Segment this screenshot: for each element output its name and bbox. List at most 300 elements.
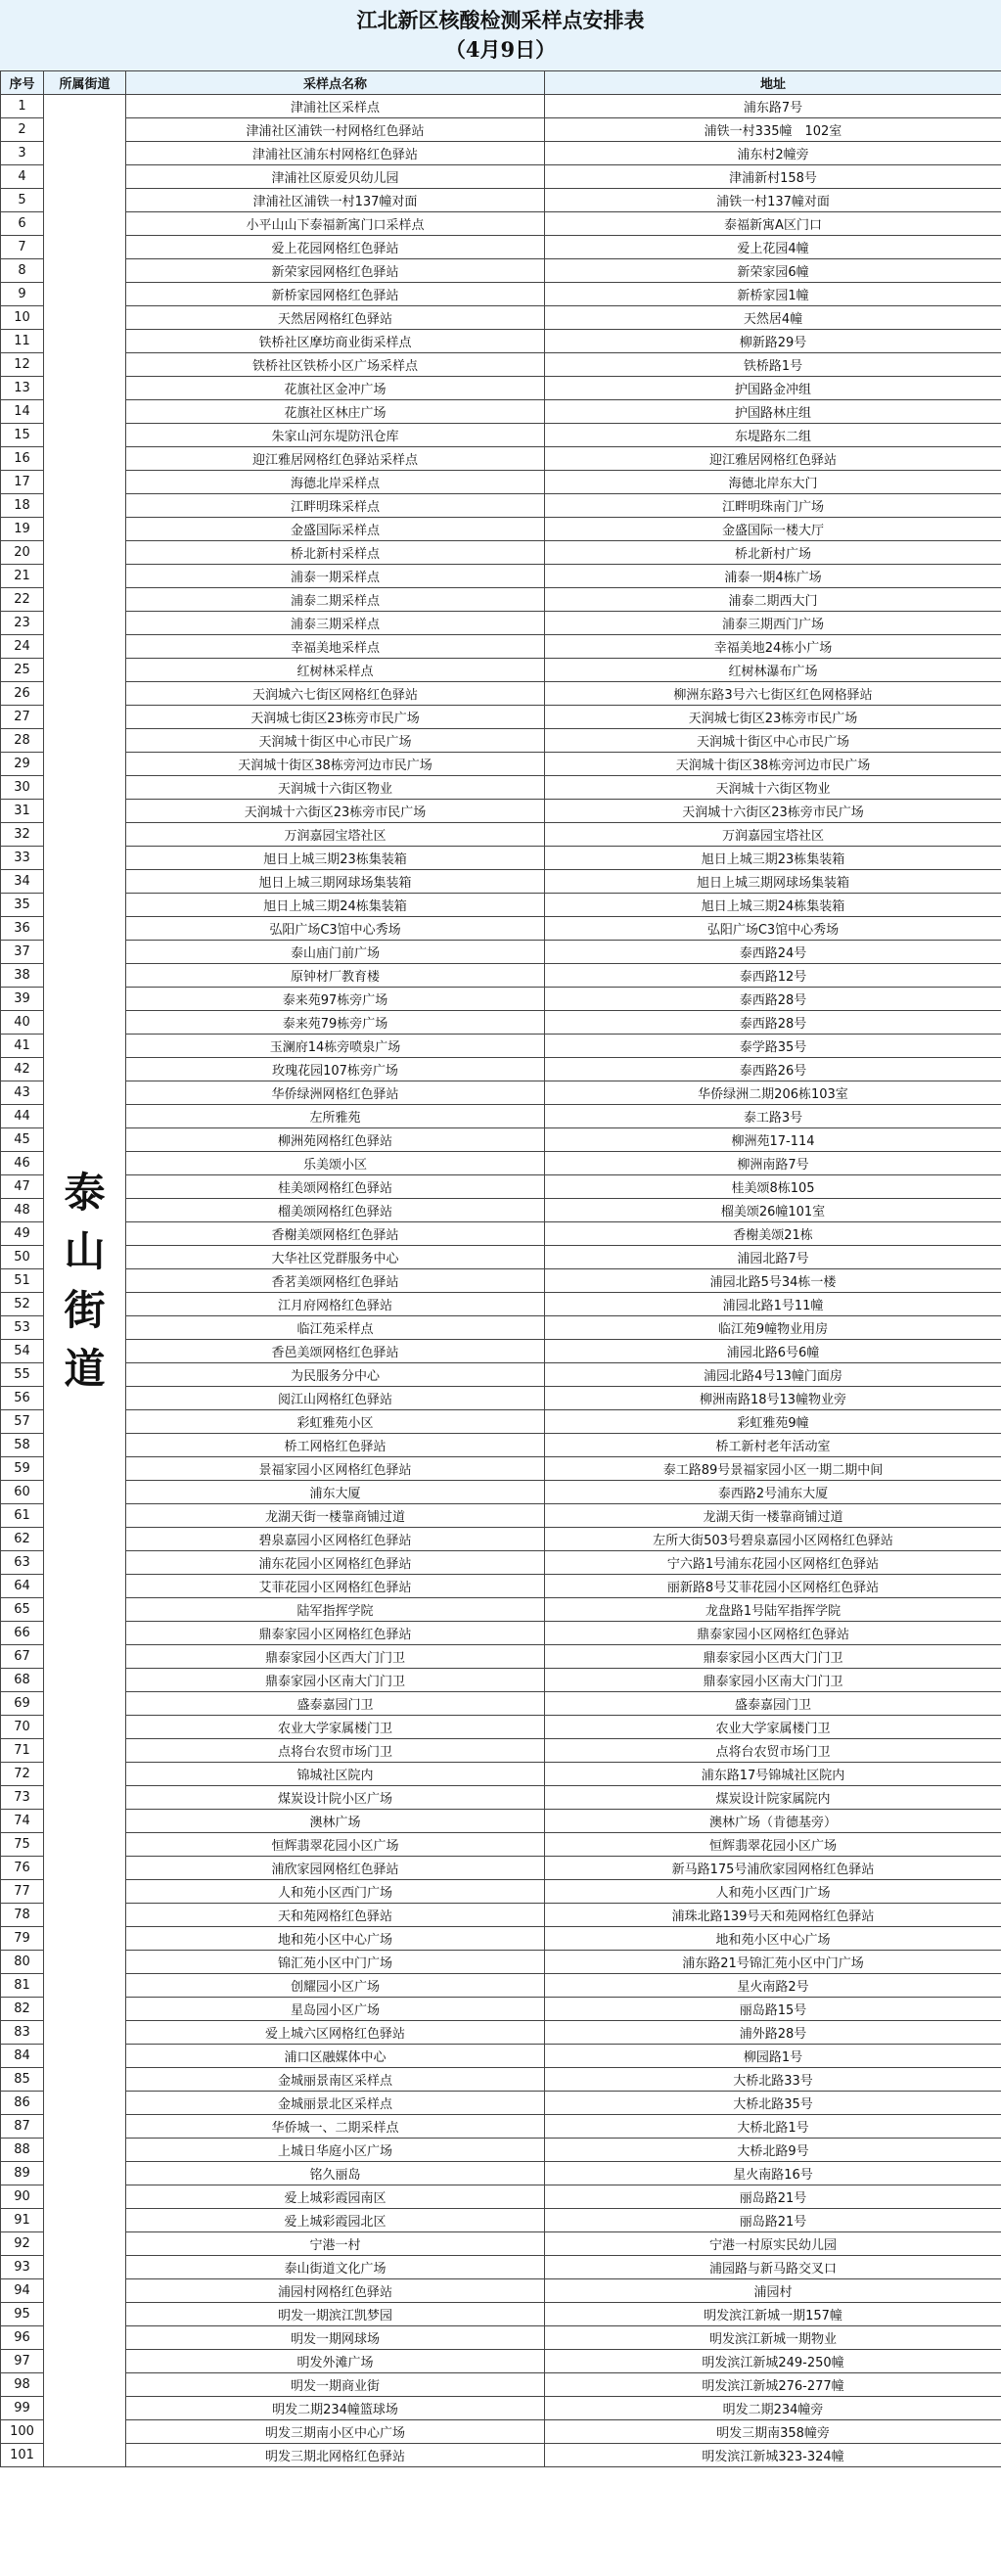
row-index: 82 — [1, 1998, 44, 2021]
table-row — [1, 1998, 1001, 2021]
table-row — [1, 330, 1001, 353]
site-name-cell: 浦泰二期采样点 — [126, 588, 545, 612]
row-index: 43 — [1, 1081, 44, 1105]
table-row — [1, 471, 1001, 494]
address-cell: 香榭美颂21栋 — [545, 1222, 1001, 1246]
row-index: 58 — [1, 1434, 44, 1457]
table-row — [1, 1786, 1001, 1810]
address-cell: 丽岛路21号 — [545, 2209, 1001, 2232]
address-cell: 泰西路26号 — [545, 1058, 1001, 1081]
site-name-cell: 浦园村网格红色驿站 — [126, 2279, 545, 2303]
table-row — [1, 2256, 1001, 2279]
row-index: 32 — [1, 823, 44, 847]
table-row — [1, 1833, 1001, 1857]
row-index: 74 — [1, 1810, 44, 1833]
row-index: 72 — [1, 1763, 44, 1786]
table-row — [1, 259, 1001, 283]
table-row — [1, 1974, 1001, 1998]
table-row — [1, 706, 1001, 729]
table-row — [1, 1622, 1001, 1645]
site-name-cell: 澳林广场 — [126, 1810, 545, 1833]
table-row — [1, 1081, 1001, 1105]
table-row — [1, 2209, 1001, 2232]
address-cell: 红树林瀑布广场 — [545, 659, 1001, 682]
site-name-cell: 阅江山网格红色驿站 — [126, 1387, 545, 1410]
header-band — [0, 0, 1001, 70]
row-index: 36 — [1, 917, 44, 941]
site-name-cell: 津浦社区浦东村网格红色驿站 — [126, 142, 545, 165]
table-row — [1, 823, 1001, 847]
table-row — [1, 1152, 1001, 1175]
address-cell: 明发滨江新城249-250幢 — [545, 2350, 1001, 2373]
address-cell: 浦珠北路139号天和苑网格红色驿站 — [545, 1904, 1001, 1927]
site-name-cell: 爱上城彩霞园南区 — [126, 2185, 545, 2209]
table-row — [1, 1222, 1001, 1246]
table-row — [1, 1763, 1001, 1786]
row-index: 20 — [1, 541, 44, 565]
address-cell: 浦东路21号锦汇苑小区中门广场 — [545, 1951, 1001, 1974]
address-cell: 星火南路2号 — [545, 1974, 1001, 1998]
address-cell: 明发滨江新城276-277幢 — [545, 2373, 1001, 2397]
table-row — [1, 165, 1001, 189]
table-row — [1, 1246, 1001, 1269]
table-row — [1, 2162, 1001, 2185]
site-name-cell: 朱家山河东堤防汛仓库 — [126, 424, 545, 447]
address-cell: 柳洲苑17-114 — [545, 1128, 1001, 1152]
table-row — [1, 212, 1001, 236]
site-name-cell: 红树林采样点 — [126, 659, 545, 682]
table-body — [1, 95, 1001, 2467]
site-name-cell: 天润城十六街区23栋旁市民广场 — [126, 800, 545, 823]
site-name-cell: 华侨绿洲网格红色驿站 — [126, 1081, 545, 1105]
address-cell: 浦园北路6号6幢 — [545, 1340, 1001, 1363]
table-row — [1, 1058, 1001, 1081]
site-name-cell: 大华社区党群服务中心 — [126, 1246, 545, 1269]
row-index: 16 — [1, 447, 44, 471]
address-cell: 新桥家园1幢 — [545, 283, 1001, 306]
address-cell: 明发滨江新城一期物业 — [545, 2326, 1001, 2350]
site-name-cell: 人和苑小区西门广场 — [126, 1880, 545, 1904]
address-cell: 泰西路28号 — [545, 988, 1001, 1011]
table-row — [1, 917, 1001, 941]
address-cell: 柳洲南路18号13幢物业旁 — [545, 1387, 1001, 1410]
table-row — [1, 1340, 1001, 1363]
site-name-cell: 天润城六七街区网格红色驿站 — [126, 682, 545, 706]
address-cell: 鼎泰家园小区南大门门卫 — [545, 1669, 1001, 1692]
table-row — [1, 1457, 1001, 1481]
site-name-cell: 津浦社区原爱贝幼儿园 — [126, 165, 545, 189]
address-cell: 柳洲东路3号六七街区红色网格驿站 — [545, 682, 1001, 706]
address-cell: 金盛国际一楼大厅 — [545, 518, 1001, 541]
table-row — [1, 964, 1001, 988]
site-name-cell: 明发三期北网格红色驿站 — [126, 2444, 545, 2467]
address-cell: 泰工路3号 — [545, 1105, 1001, 1128]
table-row — [1, 870, 1001, 894]
site-name-cell: 玫瑰花园107栋旁广场 — [126, 1058, 545, 1081]
row-index: 5 — [1, 189, 44, 212]
table-row — [1, 2397, 1001, 2420]
row-index: 84 — [1, 2045, 44, 2068]
row-index: 23 — [1, 612, 44, 635]
address-cell: 桥北新村广场 — [545, 541, 1001, 565]
address-cell: 浦外路28号 — [545, 2021, 1001, 2045]
table-row — [1, 494, 1001, 518]
site-name-cell: 龙湖天街一楼靠商铺过道 — [126, 1504, 545, 1528]
site-name-cell: 小平山山下泰福新寓门口采样点 — [126, 212, 545, 236]
row-index: 38 — [1, 964, 44, 988]
address-cell: 浦铁一村335幢 102室 — [545, 118, 1001, 142]
address-cell: 宁六路1号浦东花园小区网格红色驿站 — [545, 1551, 1001, 1575]
address-cell: 浦园村 — [545, 2279, 1001, 2303]
table-row — [1, 236, 1001, 259]
address-cell: 柳洲南路7号 — [545, 1152, 1001, 1175]
table-row — [1, 1528, 1001, 1551]
address-cell: 鼎泰家园小区西大门门卫 — [545, 1645, 1001, 1669]
table-row — [1, 353, 1001, 377]
table-row — [1, 2068, 1001, 2092]
table-row — [1, 1199, 1001, 1222]
address-cell: 明发二期234幢旁 — [545, 2397, 1001, 2420]
table-row — [1, 377, 1001, 400]
site-name-cell: 鼎泰家园小区西大门门卫 — [126, 1645, 545, 1669]
site-name-cell: 明发一期网球场 — [126, 2326, 545, 2350]
address-cell: 护国路林庄组 — [545, 400, 1001, 424]
table-row — [1, 2350, 1001, 2373]
address-cell: 泰西路24号 — [545, 941, 1001, 964]
site-name-cell: 旭日上城三期23栋集装箱 — [126, 847, 545, 870]
address-cell: 浦园北路1号11幢 — [545, 1293, 1001, 1316]
site-name-cell: 创耀园小区广场 — [126, 1974, 545, 1998]
address-cell: 龙盘路1号陆军指挥学院 — [545, 1598, 1001, 1622]
site-name-cell: 铭久丽岛 — [126, 2162, 545, 2185]
site-name-cell: 榴美颂网格红色驿站 — [126, 1199, 545, 1222]
address-cell: 榴美颂26幢101室 — [545, 1199, 1001, 1222]
row-index: 81 — [1, 1974, 44, 1998]
site-name-cell: 金城丽景南区采样点 — [126, 2068, 545, 2092]
row-index: 59 — [1, 1457, 44, 1481]
table-row — [1, 1175, 1001, 1199]
table-row — [1, 1105, 1001, 1128]
table-row — [1, 1645, 1001, 1669]
site-name-cell: 桥北新村采样点 — [126, 541, 545, 565]
site-name-cell: 花旗社区金冲广场 — [126, 377, 545, 400]
address-cell: 人和苑小区西门广场 — [545, 1880, 1001, 1904]
site-name-cell: 明发二期234幢篮球场 — [126, 2397, 545, 2420]
table-row — [1, 941, 1001, 964]
table-row — [1, 2115, 1001, 2139]
address-cell: 新荣家园6幢 — [545, 259, 1001, 283]
row-index: 30 — [1, 776, 44, 800]
header-row — [1, 71, 1001, 95]
table-row — [1, 659, 1001, 682]
address-cell: 爱上花园4幢 — [545, 236, 1001, 259]
table-row — [1, 2420, 1001, 2444]
row-index: 77 — [1, 1880, 44, 1904]
site-name-cell: 柳洲苑网格红色驿站 — [126, 1128, 545, 1152]
site-name-cell: 江月府网格红色驿站 — [126, 1293, 545, 1316]
table-row — [1, 800, 1001, 823]
site-name-cell: 鼎泰家园小区南大门门卫 — [126, 1669, 545, 1692]
row-index: 65 — [1, 1598, 44, 1622]
row-index: 46 — [1, 1152, 44, 1175]
site-name-cell: 新荣家园网格红色驿站 — [126, 259, 545, 283]
row-index: 12 — [1, 353, 44, 377]
site-name-cell: 景福家园小区网格红色驿站 — [126, 1457, 545, 1481]
table-row — [1, 1857, 1001, 1880]
row-index: 73 — [1, 1786, 44, 1810]
address-cell: 东堤路东二组 — [545, 424, 1001, 447]
table-row — [1, 1434, 1001, 1457]
table-row — [1, 1739, 1001, 1763]
address-cell: 临江苑9幢物业用房 — [545, 1316, 1001, 1340]
address-cell: 澳林广场（肯德基旁） — [545, 1810, 1001, 1833]
site-name-cell: 花旗社区林庄广场 — [126, 400, 545, 424]
address-cell: 护国路金冲组 — [545, 377, 1001, 400]
row-index: 21 — [1, 565, 44, 588]
table-row — [1, 2185, 1001, 2209]
table-row — [1, 1504, 1001, 1528]
site-name-cell: 泰来苑79栋旁广场 — [126, 1011, 545, 1035]
table-row — [1, 565, 1001, 588]
row-index: 83 — [1, 2021, 44, 2045]
site-name-cell: 锦城社区院内 — [126, 1763, 545, 1786]
address-cell: 柳园路1号 — [545, 2045, 1001, 2068]
site-name-cell: 天润城十六街区物业 — [126, 776, 545, 800]
table-row — [1, 400, 1001, 424]
row-index: 95 — [1, 2303, 44, 2326]
row-index: 41 — [1, 1035, 44, 1058]
site-name-cell: 弘阳广场C3馆中心秀场 — [126, 917, 545, 941]
row-index: 9 — [1, 283, 44, 306]
table-row — [1, 447, 1001, 471]
address-cell: 星火南路16号 — [545, 2162, 1001, 2185]
row-index: 86 — [1, 2092, 44, 2115]
row-index: 1 — [1, 95, 44, 118]
row-index: 25 — [1, 659, 44, 682]
table-row — [1, 612, 1001, 635]
site-name-cell: 香榭美颂网格红色驿站 — [126, 1222, 545, 1246]
site-name-cell: 香邑美颂网格红色驿站 — [126, 1340, 545, 1363]
site-name-cell: 津浦社区采样点 — [126, 95, 545, 118]
row-index: 76 — [1, 1857, 44, 1880]
site-name-cell: 天然居网格红色驿站 — [126, 306, 545, 330]
address-cell: 大桥北路9号 — [545, 2139, 1001, 2162]
address-cell: 天润城十街区中心市民广场 — [545, 729, 1001, 753]
table-row — [1, 729, 1001, 753]
row-index: 69 — [1, 1692, 44, 1716]
address-cell: 大桥北路35号 — [545, 2092, 1001, 2115]
site-name-cell: 爱上城彩霞园北区 — [126, 2209, 545, 2232]
table-row — [1, 189, 1001, 212]
row-index: 48 — [1, 1199, 44, 1222]
row-index: 4 — [1, 165, 44, 189]
site-name-cell: 新桥家园网格红色驿站 — [126, 283, 545, 306]
table-row — [1, 1927, 1001, 1951]
row-index: 53 — [1, 1316, 44, 1340]
table-row — [1, 2232, 1001, 2256]
table-row — [1, 753, 1001, 776]
site-name-cell: 津浦社区浦铁一村网格红色驿站 — [126, 118, 545, 142]
row-index: 10 — [1, 306, 44, 330]
site-name-cell: 幸福美地采样点 — [126, 635, 545, 659]
row-index: 24 — [1, 635, 44, 659]
site-name-cell: 农业大学家属楼门卫 — [126, 1716, 545, 1739]
row-index: 98 — [1, 2373, 44, 2397]
address-cell: 天润城十六街区物业 — [545, 776, 1001, 800]
table-row — [1, 1598, 1001, 1622]
site-name-cell: 浦东大厦 — [126, 1481, 545, 1504]
sampling-table — [0, 70, 1001, 2467]
site-name-cell: 泰山街道文化广场 — [126, 2256, 545, 2279]
address-cell: 彩虹雅苑9幢 — [545, 1410, 1001, 1434]
site-name-cell: 碧泉嘉园小区网格红色驿站 — [126, 1528, 545, 1551]
table-row — [1, 541, 1001, 565]
site-name-cell: 爱上城六区网格红色驿站 — [126, 2021, 545, 2045]
row-index: 70 — [1, 1716, 44, 1739]
site-name-cell: 浦泰三期采样点 — [126, 612, 545, 635]
address-cell: 浦东路7号 — [545, 95, 1001, 118]
row-index: 13 — [1, 377, 44, 400]
col-header-address: 地址 — [545, 71, 1001, 95]
address-cell: 桥工新村老年活动室 — [545, 1434, 1001, 1457]
table-row — [1, 1951, 1001, 1974]
site-name-cell: 乐美颂小区 — [126, 1152, 545, 1175]
site-name-cell: 天润城十街区中心市民广场 — [126, 729, 545, 753]
table-row — [1, 988, 1001, 1011]
row-index: 90 — [1, 2185, 44, 2209]
row-index: 80 — [1, 1951, 44, 1974]
address-cell: 铁桥路1号 — [545, 353, 1001, 377]
table-row — [1, 1387, 1001, 1410]
table-row — [1, 1316, 1001, 1340]
page-title: 江北新区核酸检测采样点安排表 — [356, 8, 645, 32]
address-cell: 泰西路28号 — [545, 1011, 1001, 1035]
site-name-cell: 锦汇苑小区中门广场 — [126, 1951, 545, 1974]
site-name-cell: 金盛国际采样点 — [126, 518, 545, 541]
row-index: 29 — [1, 753, 44, 776]
address-cell: 泰工路89号景福家园小区一期二期中间 — [545, 1457, 1001, 1481]
table-row — [1, 1810, 1001, 1833]
site-name-cell: 玉澜府14栋旁喷泉广场 — [126, 1035, 545, 1058]
table-row — [1, 1410, 1001, 1434]
table-row — [1, 2021, 1001, 2045]
site-name-cell: 为民服务分中心 — [126, 1363, 545, 1387]
site-name-cell: 旭日上城三期网球场集装箱 — [126, 870, 545, 894]
address-cell: 大桥北路33号 — [545, 2068, 1001, 2092]
row-index: 85 — [1, 2068, 44, 2092]
row-index: 17 — [1, 471, 44, 494]
table-row — [1, 894, 1001, 917]
site-name-cell: 浦东花园小区网格红色驿站 — [126, 1551, 545, 1575]
row-index: 18 — [1, 494, 44, 518]
site-name-cell: 天润城十街区38栋旁河边市民广场 — [126, 753, 545, 776]
address-cell: 丽岛路21号 — [545, 2185, 1001, 2209]
row-index: 56 — [1, 1387, 44, 1410]
site-name-cell: 明发三期南小区中心广场 — [126, 2420, 545, 2444]
site-name-cell: 陆军指挥学院 — [126, 1598, 545, 1622]
address-cell: 浦东路17号锦城社区院内 — [545, 1763, 1001, 1786]
address-cell: 浦铁一村137幢对面 — [545, 189, 1001, 212]
table-row — [1, 1692, 1001, 1716]
site-name-cell: 桂美颂网格红色驿站 — [126, 1175, 545, 1199]
site-name-cell: 星岛园小区广场 — [126, 1998, 545, 2021]
site-name-cell: 华侨城一、二期采样点 — [126, 2115, 545, 2139]
row-index: 27 — [1, 706, 44, 729]
row-index: 88 — [1, 2139, 44, 2162]
address-cell: 恒辉翡翠花园小区广场 — [545, 1833, 1001, 1857]
site-name-cell: 泰来苑97栋旁广场 — [126, 988, 545, 1011]
row-index: 19 — [1, 518, 44, 541]
row-index: 63 — [1, 1551, 44, 1575]
site-name-cell: 津浦社区浦铁一村137幢对面 — [126, 189, 545, 212]
table-row — [1, 95, 1001, 118]
table-row — [1, 1481, 1001, 1504]
row-index: 11 — [1, 330, 44, 353]
page-subtitle: （4月9日） — [444, 37, 557, 62]
site-name-cell: 原钟材厂教育楼 — [126, 964, 545, 988]
row-index: 57 — [1, 1410, 44, 1434]
district-label: 泰山街道 — [64, 1168, 106, 1393]
row-index: 40 — [1, 1011, 44, 1035]
table-row — [1, 1011, 1001, 1035]
address-cell: 点将台农贸市场门卫 — [545, 1739, 1001, 1763]
table-row — [1, 2045, 1001, 2068]
site-name-cell: 旭日上城三期24栋集装箱 — [126, 894, 545, 917]
col-header-index: 序号 — [1, 71, 44, 95]
address-cell: 大桥北路1号 — [545, 2115, 1001, 2139]
table-row — [1, 2139, 1001, 2162]
site-name-cell: 左所雅苑 — [126, 1105, 545, 1128]
row-index: 45 — [1, 1128, 44, 1152]
row-index: 49 — [1, 1222, 44, 1246]
row-index: 78 — [1, 1904, 44, 1927]
table-row — [1, 2373, 1001, 2397]
address-cell: 盛泰嘉园门卫 — [545, 1692, 1001, 1716]
row-index: 34 — [1, 870, 44, 894]
row-index: 94 — [1, 2279, 44, 2303]
table-row — [1, 1880, 1001, 1904]
row-index: 37 — [1, 941, 44, 964]
table-row — [1, 118, 1001, 142]
table-row — [1, 2279, 1001, 2303]
row-index: 51 — [1, 1269, 44, 1293]
row-index: 28 — [1, 729, 44, 753]
address-cell: 津浦新村158号 — [545, 165, 1001, 189]
site-name-cell: 盛泰嘉园门卫 — [126, 1692, 545, 1716]
row-index: 68 — [1, 1669, 44, 1692]
row-index: 33 — [1, 847, 44, 870]
address-cell: 浦园北路5号34栋一楼 — [545, 1269, 1001, 1293]
address-cell: 柳新路29号 — [545, 330, 1001, 353]
site-name-cell: 铁桥社区摩坊商业街采样点 — [126, 330, 545, 353]
table-row — [1, 1269, 1001, 1293]
table-row — [1, 1035, 1001, 1058]
site-name-cell: 万润嘉园宝塔社区 — [126, 823, 545, 847]
site-name-cell: 香茗美颂网格红色驿站 — [126, 1269, 545, 1293]
table-row — [1, 283, 1001, 306]
address-cell: 宁港一村原实民幼儿园 — [545, 2232, 1001, 2256]
address-cell: 华侨绿洲二期206栋103室 — [545, 1081, 1001, 1105]
address-cell: 桂美颂8栋105 — [545, 1175, 1001, 1199]
site-name-cell: 迎江雅居网格红色驿站采样点 — [126, 447, 545, 471]
row-index: 64 — [1, 1575, 44, 1598]
row-index: 71 — [1, 1739, 44, 1763]
row-index: 62 — [1, 1528, 44, 1551]
row-index: 87 — [1, 2115, 44, 2139]
address-cell: 左所大街503号碧泉嘉园小区网格红色驿站 — [545, 1528, 1001, 1551]
address-cell: 旭日上城三期23栋集装箱 — [545, 847, 1001, 870]
row-index: 42 — [1, 1058, 44, 1081]
